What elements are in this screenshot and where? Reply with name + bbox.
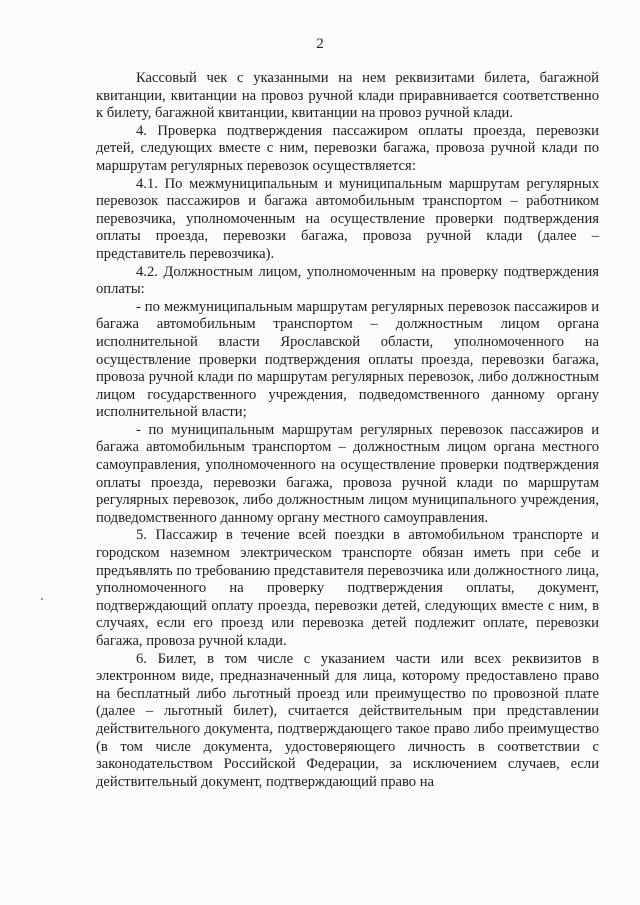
paragraph-4-2-municipal: - по муниципальным маршрутам регулярных перевозок пассажиров и багажа автомобильным транспортом – должностным лицом органа местного самоуправления, уполномоченного на осуществление проверки подтверждения оплаты проезда, перевозки багажа, провоза ручной клади по маршрутам регулярных перевозок, либо должностным лицом муниципального учреждения, подведомственного данному органу местного самоуправления.: [96, 421, 599, 526]
document-body: [96, 70, 599, 791]
scan-speck: [41, 598, 43, 600]
paragraph-6: 6. Билет, в том числе с указанием части или всех реквизитов в электронном виде, предназначенный для лица, которому предоставлено право на бесплатный либо льготный проезд или преимущество по провозной плате (далее – льготный билет), считается действительным при представлении действительного документа, подтверждающего такое право либо преимущество (в том числе документа, удостоверяющего личность в соответствии с законодательством Российской Федерации, за исключением случаев, если действительный документ, подтверждающий право на: [96, 650, 599, 790]
paragraph-5: 5. Пассажир в течение всей поездки в автомобильном транспорте и городском наземном электрическом транспорте обязан иметь при себе и предъявлять по требованию представителя перевозчика или должностного лица, уполномоченного на проверку подтверждения оплаты, документ, подтверждающий оплату проезда, перевозки детей, следующих вместе с ним, в случаях, если его проезд или перевозка детей подлежит оплате, перевозки багажа, провоза ручной клади.: [96, 527, 599, 649]
paragraph-4: 4. Проверка подтверждения пассажиром оплаты проезда, перевозки детей, следующих вместе с ним, перевозки багажа, провоза ручной клади по маршрутам регулярных перевозок осуществляется:: [96, 122, 599, 174]
paragraph-4-1: 4.1. По межмуниципальным и муниципальным маршрутам регулярных перевозок пассажиров и багажа автомобильным транспортом – работником перевозчика, уполномоченным на осуществление проверки подтверждения оплаты проезда, перевозки багажа, провоза ручной клади (далее – представитель перевозчика).: [96, 175, 599, 262]
paragraph-4-2-intermunicipal: - по межмуниципальным маршрутам регулярных перевозок пассажиров и багажа автомобильным транспортом – должностным лицом органа исполнительной власти Ярославской области, уполномоченного на осуществление проверки подтверждения оплаты проезда, перевозки багажа, провоза ручной клади по маршрутам регулярных перевозок, либо должностным лицом государственного учреждения, подведомственного данному органу исполнительной власти;: [96, 298, 599, 421]
page-number: 2: [316, 36, 324, 52]
paragraph-receipt: Кассовый чек с указанными на нем реквизитами билета, багажной квитанции, квитанции на провоз ручной клади приравнивается соответственно к билету, багажной квитанции, квитанции на провоз ручной клади.: [96, 70, 599, 122]
paragraph-4-2: 4.2. Должностным лицом, уполномоченным на проверку подтверждения оплаты:: [96, 263, 599, 298]
